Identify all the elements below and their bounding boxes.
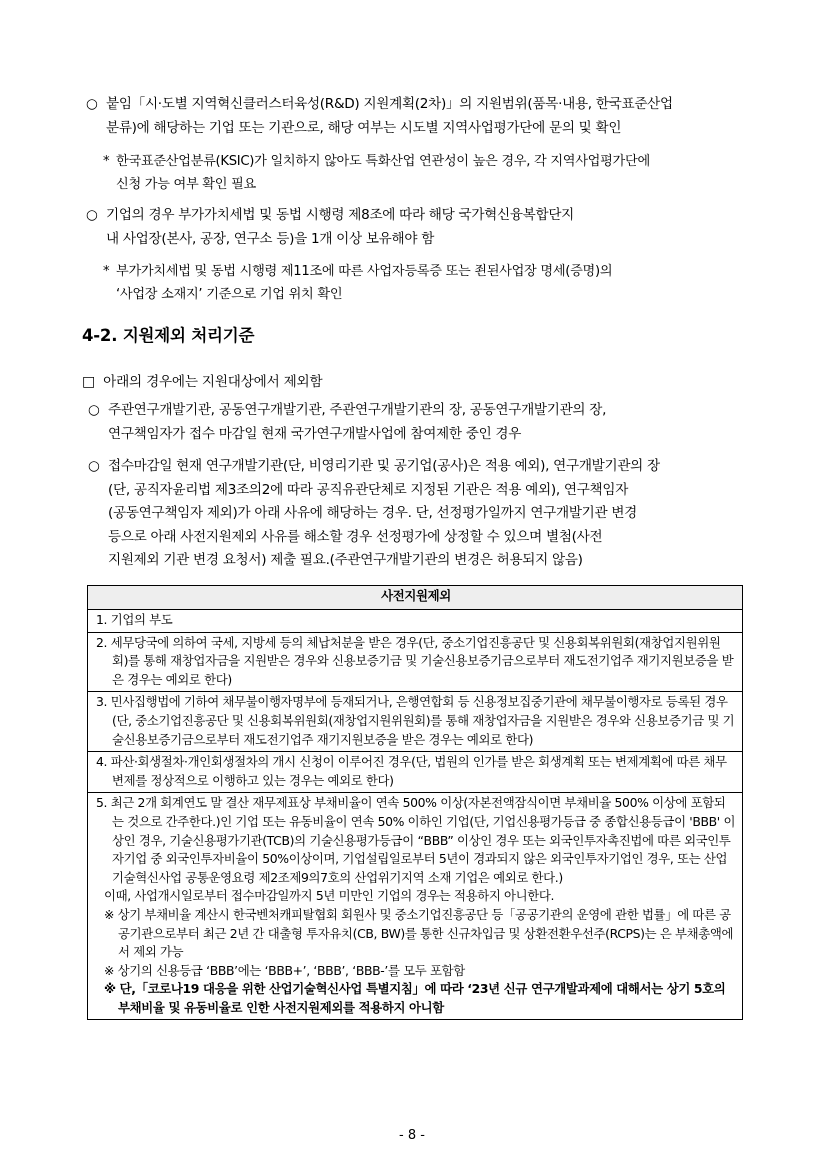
bullet-line: 연구책임자가 접수 마감일 현재 국가연구개발사업에 참여제한 중인 경우 [108, 425, 522, 442]
bullet-line: 등으로 아래 사전지원제외 사유를 해소할 경우 선정평가에 상정할 수 있으며 별첨(사전 [108, 528, 603, 545]
note-line: ‘사업장 소재지’ 기준으로 기업 위치 확인 [116, 287, 343, 302]
table-row [88, 632, 743, 692]
table-cell: 2. 세무당국에 의하여 국세, 지방세 등의 체납처분을 받은 경우(단, 중소기업진흥공단 및 신용회복위원회(재창업지원위원회)를 통해 재창업자금을 지원받은 경우와 신용보증기금 및 기술신용보증기금으로부터 재도전기업주 재기지원보증을 받은 경우는 예외로 한다) [88, 632, 743, 692]
checkbox-square-icon: □ [82, 374, 96, 390]
note-bbb-grade: ※ 상기의 신용등급 ‘BBB’에는 ‘BBB+’, ‘BBB’, ‘BBB-’를 모두 포함함 [104, 962, 465, 978]
row5-extra: 이때, 사업개시일로부터 접수마감일까지 5년 미만인 기업의 경우는 적용하지 아니한다. [104, 888, 555, 904]
table-row [88, 692, 743, 752]
table-header-row [88, 586, 743, 610]
table-cell: 1. 기업의 부도 [88, 610, 743, 633]
note-ksic: * 한국표준산업분류(KSIC)가 일치하지 않아도 특화산업 연관성이 높은 경우, 각 지역사업평가단에 신청 가능 여부 확인 필요 [116, 150, 650, 196]
table-row [88, 793, 743, 1020]
table-row [88, 752, 743, 793]
table-header: 사전지원제외 [88, 586, 743, 610]
bullet-line: 분류)에 해당하는 기업 또는 기관으로, 해당 여부는 시도별 지역사업평가단에 문의 및 확인 [106, 119, 622, 136]
table-cell-debt-ratio [88, 793, 743, 1020]
bullet-line: 내 사업장(본사, 공장, 연구소 등)을 1개 이상 보유해야 함 [106, 230, 435, 247]
bullet-line: 접수마감일 현재 연구개발기관(단, 비영리기관 및 공기업(공사)은 적용 예외), 연구개발기관의 장 [108, 458, 660, 474]
notes-block [96, 906, 736, 1018]
section-title: 4-2. 지원제외 처리기준 [82, 326, 255, 345]
pre-exclusion-table [87, 585, 743, 1020]
bullet-line: (단, 공직자윤리법 제3조의2에 따라 공직유관단체로 지정된 기관은 적용 예외), 연구책임자 [108, 481, 629, 498]
bullet-pre-exclusion: ○ 접수마감일 현재 연구개발기관(단, 비영리기관 및 공기업(공사)은 적용 예외), 연구개발기관의 장 (단, 공직자윤리법 제3조의2에 따라 공직유관단체로 지정된 기관은 적용 예외), 연구책임자 (공동연구책임자 제외)가 아래 사유에 해당하는 경우. 단, 선정평가일까지 연구개발기관 변경 등으로 아래 사전지원제외 사유를 해소할 경우 선정평가에 상정할 수 있으며 별첨(사전 지원제외 기관 변경 요청서) 제출 필요.(주관연구개발기관의 변경은 허용되지 않음) [108, 455, 660, 573]
table-cell: 3. 민사집행법에 기하여 채무불이행자명부에 등재되거나, 은행연합회 등 신용정보집중기관에 채무불이행자로 등록된 경우(단, 중소기업진흥공단 및 신용회복위원회(재창업지원위원회)를 통해 재창업자금을 지원받은 경우와 신용보증기금 및 기술신용보증기금으로부터 재도전기업주 재기지원보증을 받은 경우는 예외로 한다) [88, 692, 743, 752]
note-debt-calc: ※ 상기 부채비율 계산시 한국벤처캐피탈협회 회원사 및 중소기업진흥공단 등「공공기관의 운영에 관한 법률」에 따른 공공기관으로부터 최근 2년 간 대출형 투자유치(CB, BW)를 통한 신규차입금 및 상환전환우선주(RCPS)는 은 부채총액에서 제외 가능 [104, 906, 734, 960]
bullet-line: 지원제외 기관 변경 요청서) 제출 필요.(주관연구개발기관의 변경은 허용되지 않음) [108, 552, 583, 568]
bullet-participation-restriction: ○ 주관연구개발기관, 공동연구개발기관, 주관연구개발기관의 장, 공동연구개발기관의 장, 연구책임자가 접수 마감일 현재 국가연구개발사업에 참여제한 중인 경우 [108, 399, 606, 446]
bullet-line: 주관연구개발기관, 공동연구개발기관, 주관연구개발기관의 장, 공동연구개발기관의 장, [108, 402, 607, 418]
table-row [88, 610, 743, 633]
page-number: - 8 - [399, 1128, 425, 1143]
section-intro-text: 아래의 경우에는 지원대상에서 제외함 [103, 374, 323, 390]
bullet-support-scope: ○ 붙임「시·도별 지역혁신클러스터육성(R&D) 지원계획(2차)」의 지원범위(품목·내용, 한국표준산업 분류)에 해당하는 기업 또는 기관으로, 해당 여부는 시도별 지역사업평가단에 문의 및 확인 [106, 93, 673, 140]
note-line: 부가가치세법 및 동법 시행령 제11조에 따른 사업자등록증 또는 죈된사업장 명세(증명)의 [116, 264, 613, 279]
note-line: 신청 가능 여부 확인 필요 [116, 177, 256, 192]
note-covid-exception: ※ 단,「코로나19 대응을 위한 산업기술혁신사업 특별지침」에 따라 ‘23년 신규 연구개발과제에 대해서는 상기 5호의 부채비율 및 유동비율로 인한 사전지원제외를 적용하지 아니함 [104, 981, 726, 1015]
section-intro [82, 370, 322, 390]
bullet-line: 붙임「시·도별 지역혁신클러스터육성(R&D) 지원계획(2차)」의 지원범위(품목·내용, 한국표준산업 [106, 96, 673, 112]
bullet-line: (공동연구책임자 제외)가 아래 사유에 해당하는 경우. 단, 선정평가일까지 연구개발기관 변경 [108, 505, 638, 521]
row5-text: 5. 최근 2개 회계연도 말 결산 재무제표상 부채비율이 연속 500% 이상(자본전액잠식이면 부채비율 500% 이상에 포함되는 것으로 간주한다.)인 기업 또는 유동비율이 연속 50% 이하인 기업(단, 기업신용평가등급 중 종합신용등급이 'BBB' 이상인 경우, 기술신용평가기관(TCB)의 기술신용평가등급이 “BBB” 이상인 경우 또는 외국인투자촉진법에 따른 외국인투자기업 중 외국인투자비율이 50%이상이며, 기업설립일로부터 5년이 경과되지 않은 외국인투자기업인 경우, 또는 산업기술혁신사업 공통운영요령 제2조제9의7호의 산업위기지역 소재 기업은 예외로 한다.) [96, 795, 736, 885]
bullet-line: 기업의 경우 부가가치세법 및 동법 시행령 제8조에 따라 해당 국가혁신융복합단지 [106, 207, 574, 223]
bullet-business-site: ○ 기업의 경우 부가가치세법 및 동법 시행령 제8조에 따라 해당 국가혁신융복합단지 내 사업장(본사, 공장, 연구소 등)을 1개 이상 보유해야 함 [106, 204, 574, 251]
table-cell: 4. 파산·회생절차·개인회생절차의 개시 신청이 이루어진 경우(단, 법원의 인가를 받은 회생계획 또는 변제계획에 따른 채무변제를 정상적으로 이행하고 있는 경우는 예외로 한다) [88, 752, 743, 793]
note-line: 한국표준산업분류(KSIC)가 일치하지 않아도 특화산업 연관성이 높은 경우, 각 지역사업평가단에 [116, 154, 650, 169]
note-vat-act: * 부가가치세법 및 동법 시행령 제11조에 따른 사업자등록증 또는 죈된사업장 명세(증명)의 ‘사업장 소재지’ 기준으로 기업 위치 확인 [116, 260, 612, 306]
